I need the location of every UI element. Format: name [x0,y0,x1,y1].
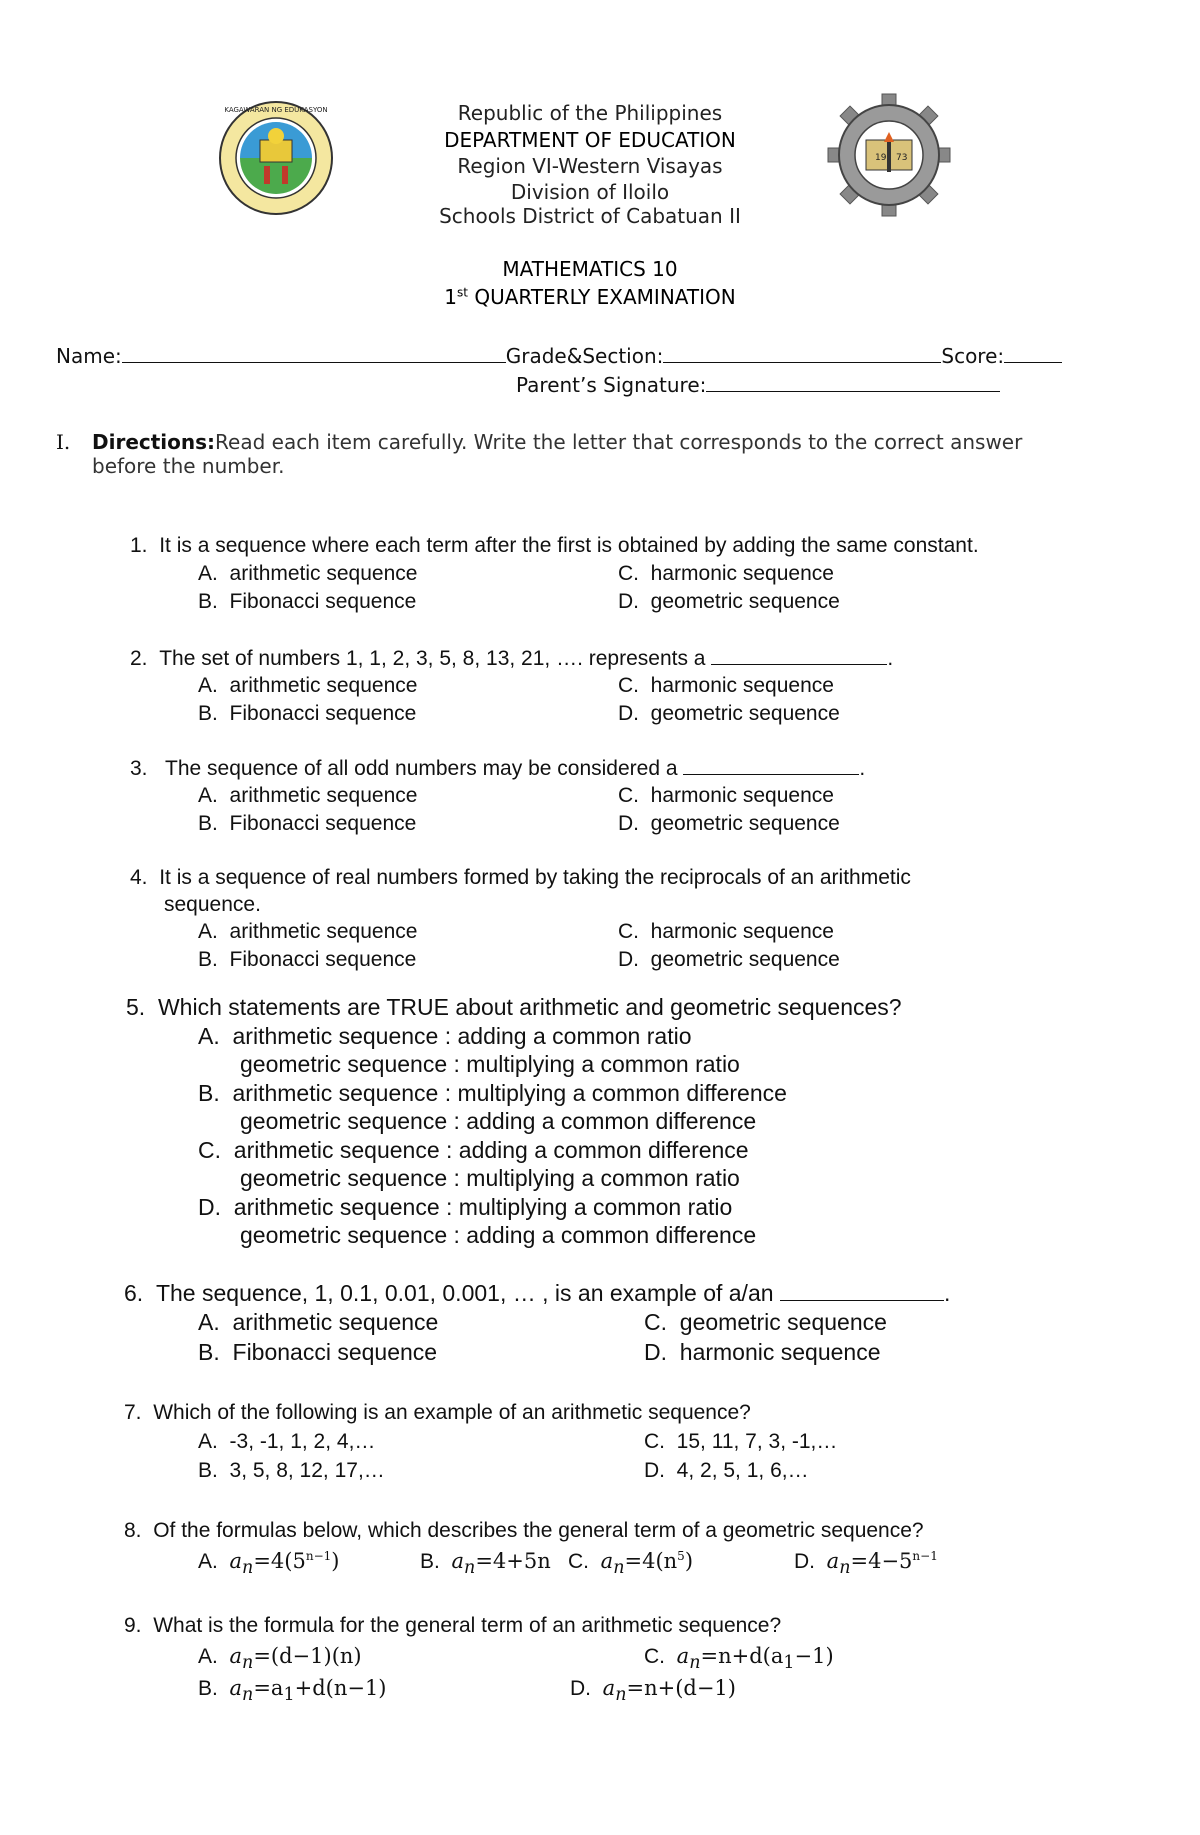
exam-subject: MATHEMATICS 10 [502,257,678,281]
option-4d: D. geometric sequence [618,948,840,971]
question-4: 4. It is a sequence of real numbers formed by taking the reciprocals of an arithmetic [130,866,911,889]
option-7b: B. 3, 5, 8, 12, 17,… [198,1459,385,1482]
svg-text:73: 73 [896,153,908,163]
option-2a: A. arithmetic sequence [198,674,418,697]
answer-blank-3 [683,756,859,775]
grade-section-blank[interactable] [663,344,941,363]
question-3: 3. The sequence of all odd numbers may be considered a . [130,757,866,780]
question-6: 6. The sequence, 1, 0.1, 0.01, 0.001, … , is an example of a/an . [124,1280,951,1306]
option-9d: D. $a_n=n+(d-1)$ [570,1676,736,1706]
option-7d: D. 4, 2, 5, 1, 6,… [644,1459,809,1482]
option-3d: D. geometric sequence [618,812,840,835]
option-4c: C. harmonic sequence [618,920,834,943]
directions-heading: Directions: [92,430,216,454]
question-8: 8. Of the formulas below, which describes the general term of a geometric sequence? [124,1519,924,1542]
svg-text:KAGAWARAN NG EDUKASYON: KAGAWARAN NG EDUKASYON [224,106,328,114]
header-division: Division of Iloilo [510,180,670,204]
option-6d: D. harmonic sequence [644,1339,881,1365]
answer-blank-6 [780,1282,944,1301]
directions-line2: before the number. [92,454,285,478]
question-7: 7. Which of the following is an example of an arithmetic sequence? [124,1401,751,1424]
name-field [56,344,1062,368]
option-1a: A. arithmetic sequence [198,562,418,585]
grade-section-label: Grade&Section: [505,344,664,368]
option-2c: C. harmonic sequence [618,674,834,697]
option-5b: B. arithmetic sequence : multiplying a common difference [198,1080,787,1106]
option-1d: D. geometric sequence [618,590,840,613]
answer-blank-2 [711,646,887,665]
option-5a: A. arithmetic sequence : adding a common ratio [198,1023,692,1049]
directions-line1: Directions:Read each item carefully. Write the letter that corresponds to the correct answer [92,430,1023,454]
option-2b: B. Fibonacci sequence [198,702,417,725]
name-blank[interactable] [122,344,506,363]
option-9a: A. $a_n=(d-1)(n)$ [198,1644,362,1674]
question-2: 2. The set of numbers 1, 1, 2, 3, 5, 8, 13, 21, …. represents a . [130,647,894,670]
option-3b: B. Fibonacci sequence [198,812,417,835]
option-2d: D. geometric sequence [618,702,840,725]
question-4-continued: sequence. [164,893,261,916]
question-5: 5. Which statements are TRUE about arithmetic and geometric sequences? [126,994,902,1020]
question-1: 1. It is a sequence where each term after the first is obtained by adding the same constant. [130,534,979,557]
svg-text:19: 19 [875,153,887,163]
option-8c: C. $a_n=4(n^5)$ [568,1549,694,1579]
parent-signature-label: Parent’s Signature: [516,373,707,397]
name-label: Name: [56,344,122,368]
header-district: Schools District of Cabatuan II [439,204,741,228]
option-6a: A. arithmetic sequence [198,1309,439,1335]
parent-signature-blank[interactable] [706,373,1000,392]
option-8a: A. $a_n=4(5^{n-1})$ [198,1549,340,1579]
exam-title: 1st QUARTERLY EXAMINATION [444,285,736,309]
parent-signature-field [516,373,1000,397]
option-6c: C. geometric sequence [644,1309,887,1335]
option-7c: C. 15, 11, 7, 3, -1,… [644,1430,838,1453]
option-5b-line2: geometric sequence : adding a common difference [240,1108,757,1134]
option-3a: A. arithmetic sequence [198,784,418,807]
option-5d-line2: geometric sequence : adding a common difference [240,1222,757,1248]
directions-roman: I. [56,430,71,454]
option-5a-line2: geometric sequence : multiplying a common ratio [240,1051,740,1077]
question-9: 9. What is the formula for the general term of an arithmetic sequence? [124,1614,782,1637]
option-8d: D. $a_n=4-5^{n-1}$ [794,1549,938,1579]
option-7a: A. -3, -1, 1, 2, 4,… [198,1430,376,1453]
header-republic: Republic of the Philippines [457,101,723,125]
option-5c-line2: geometric sequence : multiplying a common ratio [240,1165,740,1191]
option-4a: A. arithmetic sequence [198,920,418,943]
option-8b: B. $a_n=4+5n$ [420,1549,551,1579]
score-label: Score: [941,344,1005,368]
option-1c: C. harmonic sequence [618,562,834,585]
option-4b: B. Fibonacci sequence [198,948,417,971]
header-department: DEPARTMENT OF EDUCATION [444,128,736,152]
option-3c: C. harmonic sequence [618,784,834,807]
score-blank[interactable] [1004,344,1062,363]
header-region: Region VI-Western Visayas [457,154,723,178]
option-5c: C. arithmetic sequence : adding a common difference [198,1137,749,1163]
option-1b: B. Fibonacci sequence [198,590,417,613]
option-6b: B. Fibonacci sequence [198,1339,438,1365]
option-5d: D. arithmetic sequence : multiplying a common ratio [198,1194,733,1220]
option-9c: C. $a_n=n+d(a_1-1)$ [644,1644,834,1674]
option-9b: B. $a_n=a_1+d(n-1)$ [198,1676,387,1706]
